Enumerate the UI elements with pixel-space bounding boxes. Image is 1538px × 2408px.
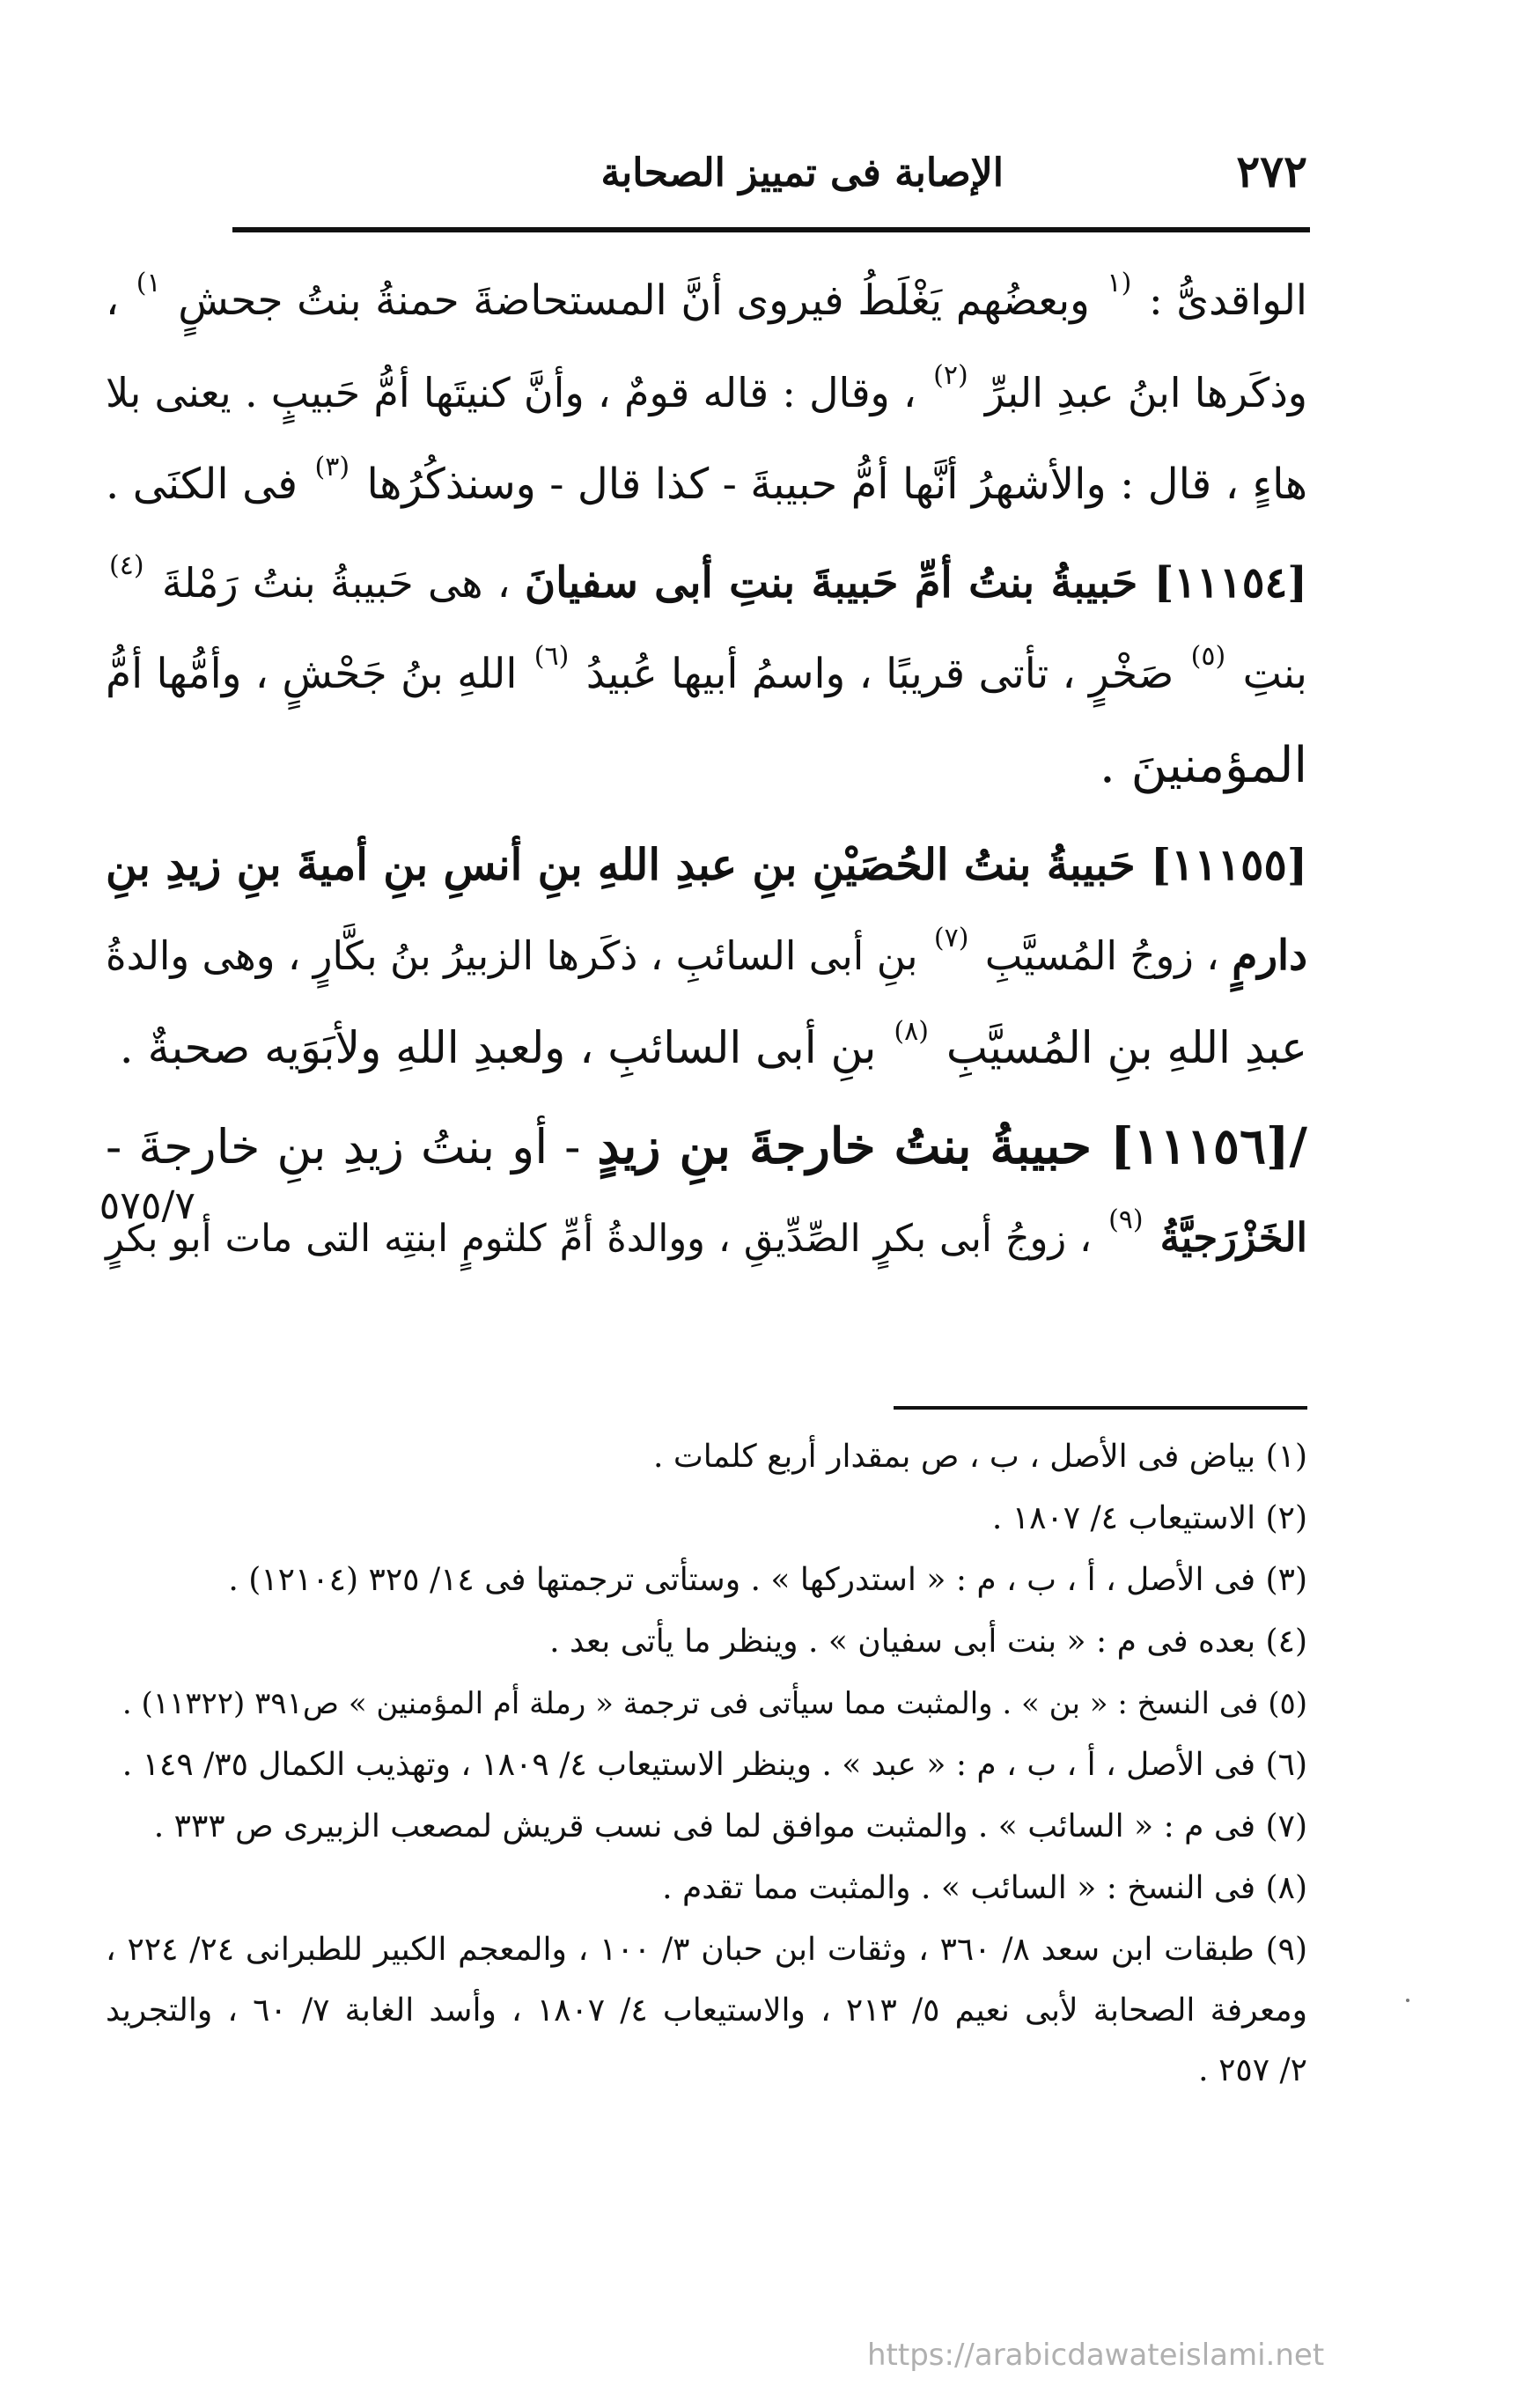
text-line: المؤمنينَ . [1100, 737, 1307, 794]
footnote-ref: (١ [1107, 268, 1132, 298]
footnote-3: (٣) فى الأصل ، أ ، ب ، م : « استدركها » . وستأتى ترجمتها فى ١٤/ ٣٢٥ (١٢١٠٤) . [228, 1562, 1307, 1598]
footnote-8: (٨) فى النسخ : « السائب » . والمثبت مما تقدم . [662, 1870, 1307, 1906]
footnote-ref: (٦) [534, 641, 570, 672]
footnote-9: (٩) طبقات ابن سعد ٨/ ٣٦٠ ، وثقات ابن حبان ٣/ ١٠٠ ، والمعجم الكبير للطبرانى ٢٤/ ٢٢٤ ، [106, 1932, 1308, 1968]
footnote-rule [894, 1406, 1307, 1410]
footnote-ref: (٣) [314, 452, 350, 482]
entry-11154: [١١١٥٤] حَبيبةُ بنتُ أمِّ حَبيبةَ بنتِ أبى سفيانَ ، هى حَبيبةُ بنتُ رَمْلةَ $^{(٤)}$ [106, 537, 1307, 629]
footnote-ref: ١) [136, 268, 161, 298]
footnote-ref: (٩) [1108, 1204, 1144, 1235]
footnote-ref: (٤) [109, 550, 144, 581]
text-line: بنتِ $^{(٥)}$ صَخْرٍ ، تأتى قريبًا ، واسمُ أبيها عُبيدُ $^{(٦)}$ اللهِ بنُ جَحْشٍ ، وأمُّها أمُّ [106, 641, 1307, 698]
entry-heading: [١١١٥٤] حَبيبةُ بنتُ أمِّ حَبيبةَ بنتِ أبى سفيانَ [524, 558, 1307, 608]
entry-11156: /[١١١٥٦] حبيبةُ بنتُ خارجةَ بنِ زيدٍ - أو بنتُ زيدِ بنِ خارجةَ - [106, 1117, 1307, 1175]
scan-speck [1406, 1999, 1409, 2002]
main-text [106, 255, 1307, 1284]
footnote-ref: (٨) [894, 1016, 929, 1047]
page-header [233, 141, 1307, 203]
margin-volume-page-mark: ٥٧٥/٧ [99, 1183, 195, 1228]
footnote-4: (٤) بعده فى م : « بنت أبى سفيان » . وينظر ما يأتى بعد . [549, 1624, 1307, 1660]
footnote-9-end: ٢/ ٢٥٧ . [1198, 2052, 1307, 2088]
entry-heading: /[١١١٥٦] حبيبةُ بنتُ خارجةَ بنِ زيدٍ [597, 1117, 1307, 1175]
footnote-2: (٢) الاستيعاب ٤/ ١٨٠٧ . [991, 1500, 1307, 1536]
running-title: الإصابة فى تمييز الصحابة [600, 151, 1004, 195]
entry-11155 [106, 819, 1307, 910]
text-line: دارمٍ ، زوجُ المُسيَّبِ $^{(٧)}$ بنِ أبى السائبِ ، ذكَرها الزبيرُ بنُ بكَّارٍ ، وهى والدةُ [106, 923, 1308, 980]
footnote-6: (٦) فى الأصل ، أ ، ب ، م : « عبد » . وينظر الاستيعاب ٤/ ١٨٠٩ ، وتهذيب الكمال ٣٥/ ١٤٩ . [121, 1747, 1307, 1783]
text-line: الخَزْرَجيَّةُ $^{(٩)}$ ، زوجُ أبى بكرٍ الصِّدِّيقِ ، ووالدةُ أمِّ كلثومٍ ابنتِه التى مات أبو بكرٍ [106, 1204, 1308, 1261]
page-number: ٢٧٢ [1236, 145, 1307, 197]
footnote-ref: (٢) [933, 360, 968, 391]
footnote-ref: (٥) [1190, 641, 1226, 672]
header-rule [232, 227, 1310, 232]
footnote-5: (٥) فى النسخ : « بن » . والمثبت مما سيأتى فى ترجمة « رملة أم المؤمنين » ص٣٩١ (١١٣٢٢) . [121, 1686, 1307, 1721]
entry-heading: [١١١٥٥] حَبيبةُ بنتُ الحُصَيْنِ بنِ عبدِ اللهِ بنِ أنسِ بنِ أميةَ بنِ زيدِ بنِ [106, 839, 1307, 890]
text-line: الواقدىُّ : $^{(١}$ وبعضُهم يَغْلَطُ فيروى أنَّ المستحاضةَ حمنةُ بنتُ جحشٍ $^{١)}$ ، [106, 268, 1307, 325]
text-line: وذكَرها ابنُ عبدِ البرِّ $^{(٢)}$ ، وقال : قاله قومٌ ، وأنَّ كنيتَها أمُّ حَبيبٍ . يعنى بلا [106, 360, 1308, 416]
text-line: هاءٍ ، قال : والأشهرُ أنَّها أمُّ حبيبةَ - كذا قال - وسنذكُرُها $^{(٣)}$ فى الكنَى . [106, 452, 1307, 509]
footnote-ref: (٧) [933, 923, 969, 954]
footnote-1: (١) بياض فى الأصل ، ب ، ص بمقدار أربع كلمات . [653, 1439, 1307, 1475]
watermark-url: https://arabicdawateislami.net [867, 2338, 1325, 2373]
footnotes [106, 1426, 1307, 2101]
footnote-7: (٧) فى م : « السائب » . والمثبت موافق لما فى نسب قريش لمصعب الزبيرى ص ٣٣٣ . [153, 1808, 1307, 1845]
text-line: عبدِ اللهِ بنِ المُسيَّبِ $^{(٨)}$ بنِ أبى السائبِ ، ولعبدِ اللهِ ولأبَوَيه صحبةٌ . [119, 1016, 1307, 1073]
footnote-9-cont: ومعرفة الصحابة لأبى نعيم ٥/ ٢١٣ ، والاستيعاب ٤/ ١٨٠٧ ، وأسد الغابة ٧/ ٦٠ ، والتجريد [106, 1992, 1307, 2029]
